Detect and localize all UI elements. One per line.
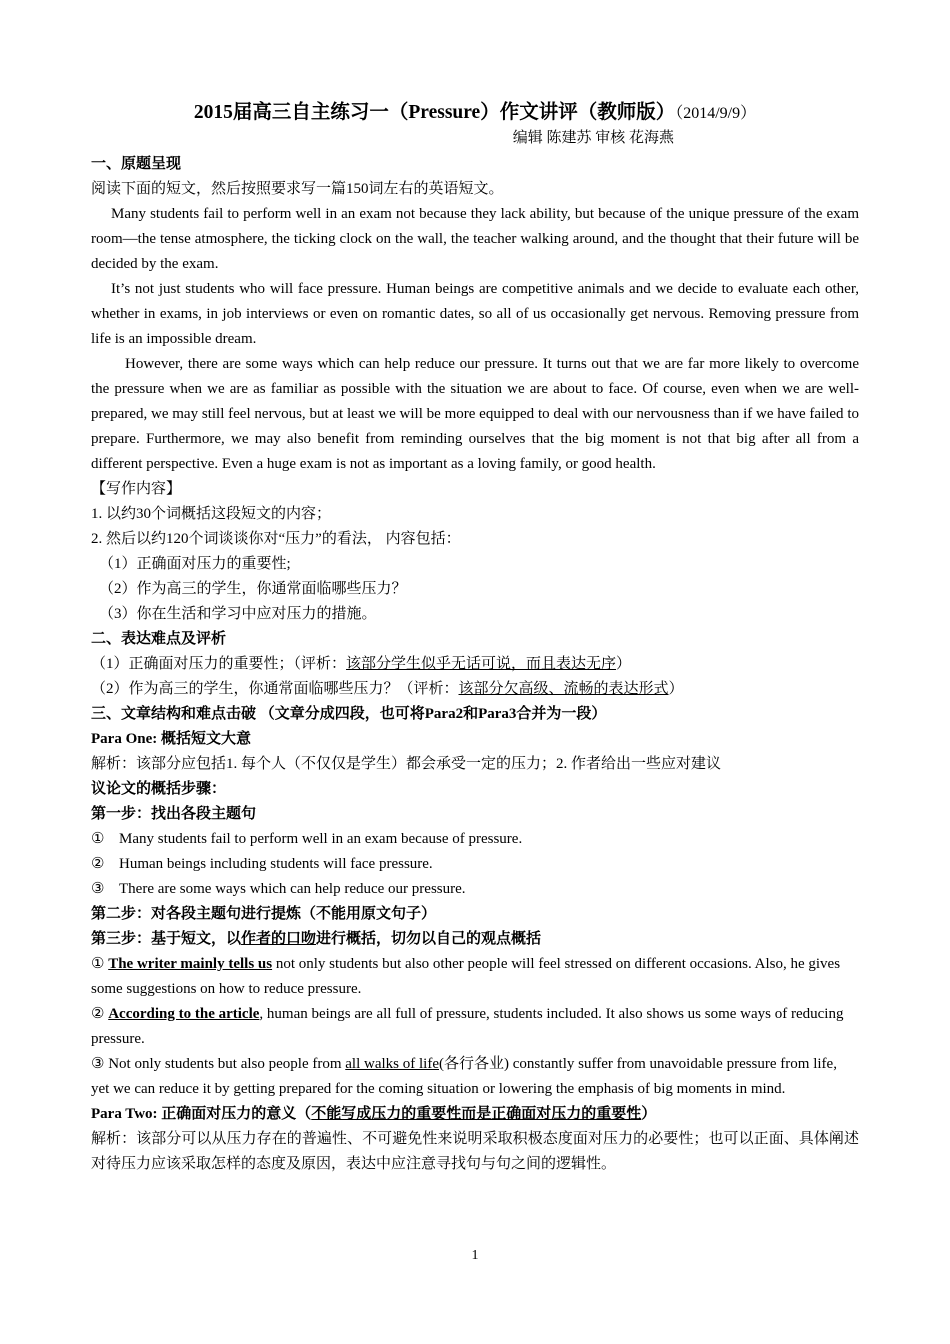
topic-sentence-mark: ② — [91, 856, 105, 872]
section1-instruction: 阅读下面的短文，然后按照要求写一篇150词左右的英语短文。 — [91, 181, 504, 197]
section1-heading: 一、原题呈现 — [91, 156, 182, 172]
passage-paragraph-1: Many students fail to perform well in an exam not because they lack ability, but because of the unique pressure of the exam room—the tense atmosphere, the ticking clock on the wall, the teacher walking around, and the thought that their future will be decided by the exam. — [91, 206, 859, 272]
difficulty-item-1 — [91, 652, 859, 677]
para-two-heading — [91, 1102, 859, 1127]
section3-heading: 三、文章结构和难点击破 （文章分成四段，也可将Para2和Para3合并为一段） — [91, 706, 607, 722]
topic-sentence-text: There are some ways which can help reduce our pressure. — [119, 881, 466, 897]
summary-3-rest: (各行各业) constantly suffer from unavoidable pressure from life, yet we can reduce it by getting prepared for the coming situation or lowering the emphasis of big moments in mind. — [91, 1056, 837, 1097]
difficulty-item-1-text: （1）正确面对压力的重要性；（评析： — [91, 656, 347, 672]
task-heading: 【写作内容】 — [91, 481, 182, 497]
summary-3-underline: all walks of life — [345, 1056, 439, 1072]
difficulty-item-2-text: （2）作为高三的学生，你通常面临哪些压力？（评析： — [91, 681, 459, 697]
topic-sentence-text: Human beings including students will face pressure. — [119, 856, 433, 872]
para-two-heading-end: ） — [641, 1106, 657, 1122]
step-1: 第一步：找出各段主题句 — [91, 806, 257, 822]
summary-1-lead: The writer mainly tells us — [108, 956, 273, 972]
editor-line: 编辑 陈建苏 审核 花海燕 — [512, 130, 674, 146]
summary-3-pre: Not only students but also people from — [104, 1056, 346, 1072]
summary-mark: ① — [91, 956, 105, 972]
topic-sentence — [91, 827, 859, 852]
topic-sentence-mark: ① — [91, 831, 105, 847]
summary-example-3 — [91, 1052, 859, 1102]
document-title — [91, 100, 859, 127]
summary-2-rest: , human beings are all full of pressure, students included. It also shows us some ways of reducing pressure. — [91, 1006, 844, 1047]
step-3-pre: 第三步：基于短文，以 — [91, 931, 242, 947]
para-two-heading-pre: Para Two: 正确面对压力的意义（ — [91, 1106, 312, 1122]
step-3-post: 进行概括，切勿以自己的观点概括 — [316, 931, 542, 947]
para-two-analysis: 解析：该部分可以从压力存在的普遍性、不可避免性来说明采取积极态度面对压力的必要性；也可以正面、具体阐述对待压力应该采取怎样的态度及原因，表达中应注意寻找句与句之间的逻辑性。 — [91, 1131, 859, 1172]
title-main: 2015届高三自主练习一（Pressure）作文讲评（教师版） — [193, 102, 676, 123]
difficulty-item-2 — [91, 677, 859, 702]
task-subitem-3: （3）你在生活和学习中应对压力的措施。 — [99, 606, 377, 622]
para-one-analysis: 解析：该部分应包括1. 每个人（不仅仅是学生）都会承受一定的压力；2. 作者给出一些应对建议 — [91, 756, 722, 772]
para-two-heading-underline: 不能写成压力的重要性而是正确面对压力的重要性 — [311, 1106, 642, 1122]
task-item-2: 2. 然后以约120个词谈谈你对“压力”的看法， 内容包括： — [91, 531, 461, 547]
step-3-underline: 作者的口吻 — [241, 931, 317, 947]
passage-paragraph-2: It’s not just students who will face pressure. Human beings are competitive animals and we decide to evaluate each other, whether in exams, in job interviews or even on romantic dates, so all of us occasionally get nervous. Removing pressure from life is an impossible dream. — [91, 281, 859, 347]
step-3 — [91, 927, 859, 952]
steps-heading: 议论文的概括步骤： — [91, 781, 227, 797]
difficulty-item-1-end: ） — [616, 656, 632, 672]
step-2: 第二步：对各段主题句进行提炼（不能用原文句子） — [91, 906, 437, 922]
para-one-heading: Para One: 概括短文大意 — [91, 731, 251, 747]
section2-heading: 二、表达难点及评析 — [91, 631, 227, 647]
task-item-1: 1. 以约30个词概括这段短文的内容； — [91, 506, 332, 522]
topic-sentence-text: Many students fail to perform well in an exam because of pressure. — [119, 831, 523, 847]
summary-1-rest: not only students but also other people will feel stressed on different occasions. Also, he gives some suggestions on how to reduce pressure. — [91, 956, 841, 997]
difficulty-item-1-comment: 该部分学生似乎无话可说，而且表达无序 — [346, 656, 617, 672]
passage-paragraph-3: However, there are some ways which can help reduce our pressure. It turns out that we are far more likely to overcome the pressure when we are as familiar as possible with the situation we are about to face. Of course, even when we are well-prepared, we may still feel nervous, but at least we will be more equipped to deal with our nervousness than if we have failed to prepare. Furthermore, we may also benefit from reminding ourselves that the big moment is not that big after all from a different perspective. Even a huge exam is not as important as a loving family, or good health. — [91, 356, 859, 472]
summary-2-lead: According to the article — [108, 1006, 260, 1022]
page-number: 1 — [471, 1248, 479, 1263]
summary-mark: ③ — [91, 1056, 105, 1072]
summary-example-2 — [91, 1002, 859, 1052]
document-page — [91, 100, 859, 1177]
title-date: （2014/9/9） — [675, 105, 757, 122]
task-subitem-2: （2）作为高三的学生，你通常面临哪些压力？ — [99, 581, 407, 597]
difficulty-item-2-comment: 该部分欠高级、流畅的表达形式 — [458, 681, 669, 697]
topic-sentence — [91, 852, 859, 877]
summary-mark: ② — [91, 1006, 105, 1022]
summary-example-1 — [91, 952, 859, 1002]
topic-sentence — [91, 877, 859, 902]
difficulty-item-2-end: ） — [668, 681, 684, 697]
topic-sentence-mark: ③ — [91, 881, 105, 897]
task-subitem-1: （1）正确面对压力的重要性; — [99, 556, 291, 572]
